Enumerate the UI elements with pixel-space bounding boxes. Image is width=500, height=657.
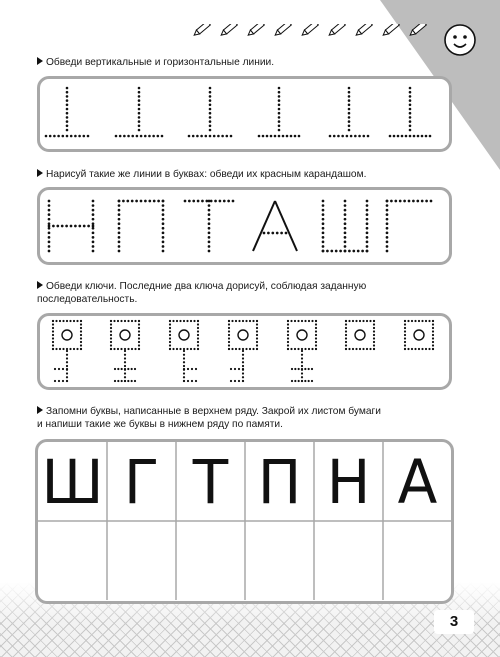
answer-cell[interactable] [314, 521, 383, 600]
dotted-line-group [389, 87, 432, 138]
pencil-row [193, 24, 427, 37]
task-1-text: Обведи вертикальные и горизонтальные линии. [46, 57, 275, 68]
dotted-line-group [258, 87, 301, 138]
task-2-text: Нарисуй такие же линии в буквах: обведи их красным карандашом. [46, 169, 367, 180]
pencil-icon [193, 24, 211, 37]
memory-letter: П [257, 446, 302, 518]
task-2-dotted-letters [37, 187, 452, 265]
task-1-instruction [37, 56, 274, 69]
memory-letter: Т [192, 446, 229, 518]
dotted-line-group [188, 87, 233, 138]
memory-letter: Н [326, 446, 371, 518]
traced-letter [184, 200, 235, 253]
task-4-text-line1: Запомни буквы, написанные в верхнем ряду. Закрой их листом бумаги [46, 406, 381, 417]
dotted-line-group [45, 87, 90, 138]
memory-grid [38, 442, 452, 600]
bullet-triangle-icon [37, 406, 43, 414]
pencil-icon [409, 24, 427, 37]
page-number: 3 [434, 610, 474, 634]
task-3-keys [37, 313, 452, 390]
traced-letter [48, 200, 95, 253]
pencil-icon [274, 24, 292, 37]
traced-letter [253, 201, 297, 251]
task-3-text-line1: Обведи ключи. Последние два ключа дорисуй, соблюдая заданную [46, 281, 367, 292]
traced-letter [118, 200, 165, 253]
bullet-triangle-icon [37, 169, 43, 177]
pencil-icon [382, 24, 400, 37]
bullet-triangle-icon [37, 281, 43, 289]
answer-cell[interactable] [383, 521, 452, 600]
pencil-icon [328, 24, 346, 37]
pencil-icon [355, 24, 373, 37]
task-4-instruction [37, 405, 381, 431]
key-figure [228, 320, 258, 382]
key-figure [345, 320, 375, 350]
answer-cell[interactable] [245, 521, 314, 600]
traced-letter [322, 200, 369, 253]
task-1-dotted-lines [37, 76, 452, 152]
task-3-text-line2: последовательность. [37, 294, 138, 305]
pencil-icon [301, 24, 319, 37]
answer-cell[interactable] [176, 521, 245, 600]
memory-letter: Г [123, 446, 160, 518]
key-figure [287, 320, 317, 382]
dotted-line-group [115, 87, 164, 138]
memory-letter: А [397, 446, 438, 518]
memory-letter: Ш [41, 446, 104, 518]
dotted-line-group [329, 87, 370, 138]
key-figure [110, 320, 140, 382]
task-4-text-line2: и напиши такие же буквы в нижнем ряду по памяти. [37, 419, 283, 430]
bullet-triangle-icon [37, 57, 43, 65]
pencil-icon [247, 24, 265, 37]
key-figure [169, 320, 199, 382]
answer-cell[interactable] [38, 521, 107, 600]
smiley-icon [445, 25, 475, 55]
traced-letter [386, 200, 433, 253]
key-figure [52, 320, 82, 382]
task-3-instruction [37, 280, 366, 306]
task-2-instruction [37, 168, 366, 181]
answer-cell[interactable] [107, 521, 176, 600]
key-figure [404, 320, 434, 350]
pencil-icon [220, 24, 238, 37]
